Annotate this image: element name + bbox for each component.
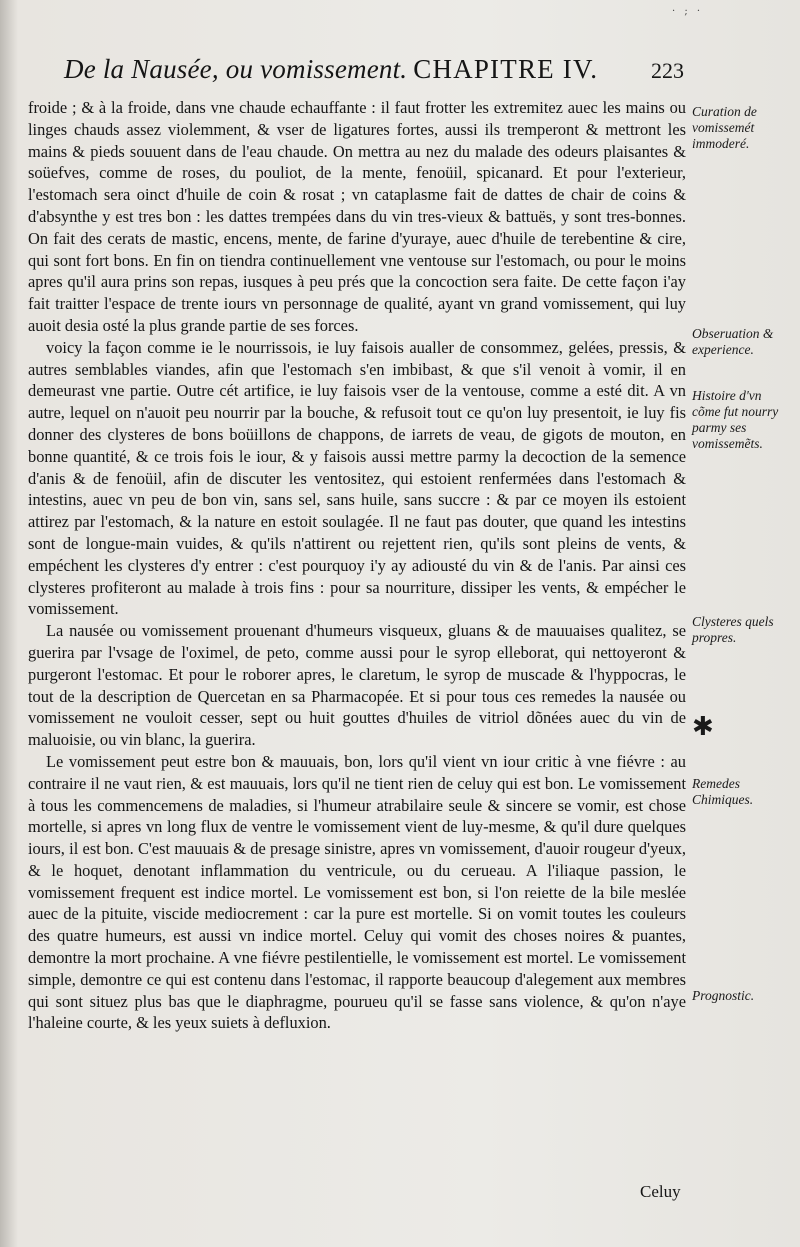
margin-asterisk: ✱ xyxy=(692,712,714,741)
running-header xyxy=(64,54,684,94)
paragraph-4: Le vomissement peut estre bon & mauuais, bon, lors qu'il vient vn iour critic à vne fiévre : au contraire il ne vaut rien, & est mauuais, lors qu'il ne tient rien de celuy qui est bon. Le vomissement à tous les commencemens de maladies, si l'humeur atrabilaire seule & sincere se vomir, est chose mortelle, si apres vn long flux de ventre le vomissement vient de luy-mesme, & qu'il dure quelques iours, il est bon. C'est mauuais & de presage sinistre, apres vn vomissement, d'auoir rougeur d'yeux, & le hoquet, denotant inflammation du ventricule, ou du cerueau. A l'iliaque passion, le vomissement frequent est indice mortel. Le vomissement est bon, si l'on reiette de la bile meslée auec de la pituite, viscide mediocrement : car la pure est mortelle. Si on vomit toutes les couleurs des quatre humeurs, est aussi vn indice mortel. Celuy qui vomit des choses noires & puantes, demontre la mort prochaine. A vne fiévre pestilentielle, le vomissement est mortel. Le vomissement simple, demontre ce qui est contenu dans l'estomac, il rapporte beaucoup d'alegement aux membres qui sont situez plus bas que le diaphragme, pourueu qu'il se fasse sans violence, & qu'on n'aye l'haleine courte, & les yeux suiets à defluxion. xyxy=(28,751,686,1033)
chapter-title: CHAPITRE IV. xyxy=(413,54,599,84)
margin-note-remedes: Remedes Chimiques. xyxy=(692,776,754,807)
margin-note-clysteres: Clysteres quels propres. xyxy=(692,614,774,645)
margin-note-observation: Obseruation & experience. xyxy=(692,326,774,357)
margin-note-curation: Curation de vomissemét immoderé. xyxy=(692,104,757,151)
paragraph-2: voicy la façon comme ie le nourrissois, ie luy faisois aualler de consommez, gelées, pressis, & autres semblables viandes, afin que l'estomach s'en imbibast, & que s'il venoit à vomir, il en demeurast vne partie. Outre cét artifice, ie luy faisois vser de la ventouse, comme a esté dit. A vn autre, lequel on n'auoit peu nourrir par la bouche, & refusoit tout ce qu'on luy presentoit, ie luy fis donner des clysteres de bons boüillons de chappons, de iarrets de veau, de gigots de mouton, en bonne quantité, & ce trois fois le iour, & y faisois aussi mettre parmy la decoction de la semence d'anis & de fenoüil, afin de discuter les ventositez, qui estoient renfermées dans l'estomach & intestins, auec vn peu de bon vin, sans sel, sans huile, sans succre : & par ce moyen ils estoient attirez par l'estomach, & la nature en estoit soulagée. Il ne faut pas douter, que quand les intestins sont de longue-main vuides, & qu'ils n'attirent ou rejettent rien, qu'ils sont pleins de vents, & empéchent les clysteres d'y entrer : c'est pourquoy i'y ay adiousté du vin & de l'anis. Par ainsi ces clysteres profiteront au malade à trois fins : pour sa nourriture, dissiper les vents, & empécher le vomissement. xyxy=(28,337,686,619)
page-mark: · ; · xyxy=(672,6,704,17)
body-text xyxy=(28,97,686,1034)
paragraph-3: La nausée ou vomissement prouenant d'humeurs visqueux, gluans & de mauuaises qualitez, se guerira par l'vsage de l'oximel, de peto, comme aussi pour le syrop elleborat, qui nettoyeront & purgeront l'estomac. Et pour le roborer apres, le claretum, le syrop de muscade & l'hyppocras, le tout de la description de Quercetan en sa Pharmacopée. Et si pour tous ces remedes la nausée ou vomissement ne vouloit cesser, sept ou huit gouttes d'huiles de vitriol dõnées auec du vin de maluoisie, ou vin blanc, la guerira. xyxy=(28,621,686,750)
page-number: 223 xyxy=(651,58,684,83)
running-title: De la Nausée, ou vomissement. xyxy=(64,54,408,84)
paragraph-1: froide ; & à la froide, dans vne chaude echauffante : il faut frotter les extremitez auec les mains ou linges chauds assez violemment, & vser de ligatures fortes, aussi ils tremperont & mettront les mains & pieds souuent dans de l'eau chaude. On mettra au nez du malade des odeurs plaisantes & soüefves, comme de roses, du pouliot, de la mente, fenoüil, spicanard. Et pour l'exterieur, l'estomach sera oinct d'huile de coin & rosat ; vn cataplasme fait de dattes de chair de coins & d'absynthe y est tres bon : les dattes trempées dans du vin tres-vieux & battuës, y sont tres-bonnes. On fait des cerats de mastic, encens, mente, de farine d'yuraye, auec d'huile de terebentine & cire, qui sont fort bons. En fin on tiendra continuellement vne ventouse sur l'estomach, ou pour le moins apres qu'il aura prins son repas, iusques à peu prés que la concoction sera faite. De cette façon i'ay fait traitter l'espace de trente iours vn personnage de qualité, ayant vn grand vomissement, qui luy auoit desia osté la plus grande partie de ses forces. xyxy=(28,98,686,335)
margin-note-prognostic: Prognostic. xyxy=(692,988,755,1003)
catchword: Celuy xyxy=(640,1182,681,1201)
margin-note-history: Histoire d'vn cõme fut nourry parmy ses vomissemẽts. xyxy=(692,388,779,451)
